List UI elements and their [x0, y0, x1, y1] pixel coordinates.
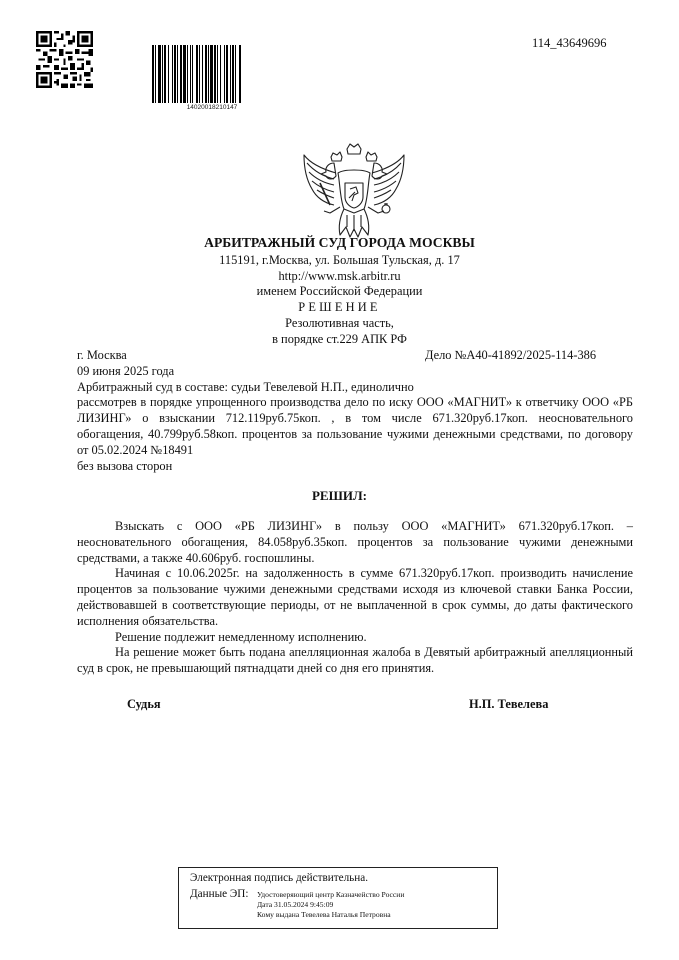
decision-paragraph: На решение может быть подана апелляционная жалоба в Девятый арбитражный апелляционный суд в срок, не превышающий пятнадцати дней со дня его принятия.	[77, 645, 633, 676]
barcode-bar	[180, 45, 182, 103]
barcode-bar	[177, 45, 178, 103]
barcode-bar	[164, 45, 166, 103]
decision-paragraph: Начиная с 10.06.2025г. на задолженность в сумме 671.320руб.17коп. производить начисление процентов за пользование чужими денежными средствами исходя из ключевой ставки Банка России, действовавшей в соответствующие периоды, от не выплаченной в срок суммы, до даты фактического исполнения обязательства.	[77, 566, 633, 628]
signature-data-label: Данные ЭП:	[190, 888, 249, 900]
case-number: Дело №А40-41892/2025-114-386	[425, 348, 597, 362]
barcode-bar	[202, 45, 203, 103]
barcode-bar	[162, 45, 163, 103]
court-website: http://www.msk.arbitr.ru	[278, 268, 401, 283]
barcode-bar	[208, 45, 209, 103]
barcode-bar	[217, 45, 218, 103]
barcode-bar	[187, 45, 188, 103]
barcode-bar	[224, 45, 225, 103]
barcode-bar	[155, 45, 156, 103]
decision-paragraph: Решение подлежит немедленному исполнению.	[115, 629, 367, 644]
barcode-bar	[226, 45, 228, 103]
barcode-bar	[214, 45, 216, 103]
decided-heading: РЕШИЛ:	[311, 488, 367, 503]
decision-title: РЕШЕНИЕ	[298, 300, 381, 315]
court-header	[0, 253, 679, 347]
document-id: 114_43649696	[532, 36, 607, 50]
signature-owner: Кому выдана Тевелева Наталья Петровна	[257, 910, 391, 919]
barcode-bar	[205, 45, 207, 103]
city: г. Москва	[77, 348, 127, 362]
barcode-bar	[239, 45, 241, 103]
barcode-bar	[158, 45, 161, 103]
barcode-bar	[190, 45, 191, 103]
no-parties-line: без вызова сторон	[77, 458, 173, 473]
barcode-bar	[220, 45, 221, 103]
signature-valid-text: Электронная подпись действительна.	[190, 872, 369, 884]
barcode-bar	[183, 45, 186, 103]
procedure-line: в порядке ст.229 АПК РФ	[272, 331, 407, 346]
judge-role: Судья	[127, 697, 161, 711]
barcode-bar	[196, 45, 198, 103]
barcode-bar	[174, 45, 176, 103]
signature-date: Дата 31.05.2024 9:45:09	[257, 900, 334, 909]
barcode-bar	[232, 45, 234, 103]
court-title: АРБИТРАЖНЫЙ СУД ГОРОДА МОСКВЫ	[204, 235, 475, 250]
qr-code	[36, 31, 93, 88]
court-address: 115191, г.Москва, ул. Большая Тульская, д. 17	[219, 253, 460, 267]
court-composition: Арбитражный суд в составе: судьи Тевелевой Н.П., единолично	[77, 379, 414, 394]
barcode-bar	[199, 45, 200, 103]
on-behalf-line: именем Российской Федерации	[256, 284, 423, 299]
barcode-bar	[172, 45, 173, 103]
barcode-number: 14020018210147	[186, 104, 238, 111]
case-consideration-text: рассмотрев в порядке упрощенного производства дело по иску ООО «МАГНИТ» к ответчику ООО «РБ ЛИЗИНГ» о взыскании 712.119руб.75коп. , в том числе 671.320руб.17коп. неосновательного обогащения, 40.799руб.58коп. процентов за пользование чужими денежными средствами, по договору от 05.02.2024 №18491	[77, 395, 633, 457]
decision-date: 09 июня 2025 года	[77, 363, 175, 378]
barcode-bar	[235, 45, 236, 103]
intro-block	[77, 348, 633, 474]
barcode-bar	[210, 45, 213, 103]
barcode-bar	[168, 45, 169, 103]
signature-issuer: Удостоверяющий центр Казначейство России	[257, 890, 405, 899]
barcode-bar	[152, 45, 154, 103]
signature-details	[257, 890, 404, 920]
judge-name: Н.П. Тевелева	[469, 697, 549, 711]
barcode-bar	[192, 45, 193, 103]
decision-body	[77, 519, 633, 677]
barcode	[152, 45, 272, 103]
barcode-bar	[230, 45, 231, 103]
decision-paragraph: Взыскать с ООО «РБ ЛИЗИНГ» в пользу ООО «МАГНИТ» 671.320руб.17коп. – неосновательного обогащения, 84.058руб.35коп. процентов за пользование чужими денежными средствами, а также 40.606руб. госпошлины.	[77, 519, 633, 565]
coat-of-arms-emblem	[300, 143, 408, 241]
resolution-part-line: Резолютивная часть,	[285, 315, 394, 330]
